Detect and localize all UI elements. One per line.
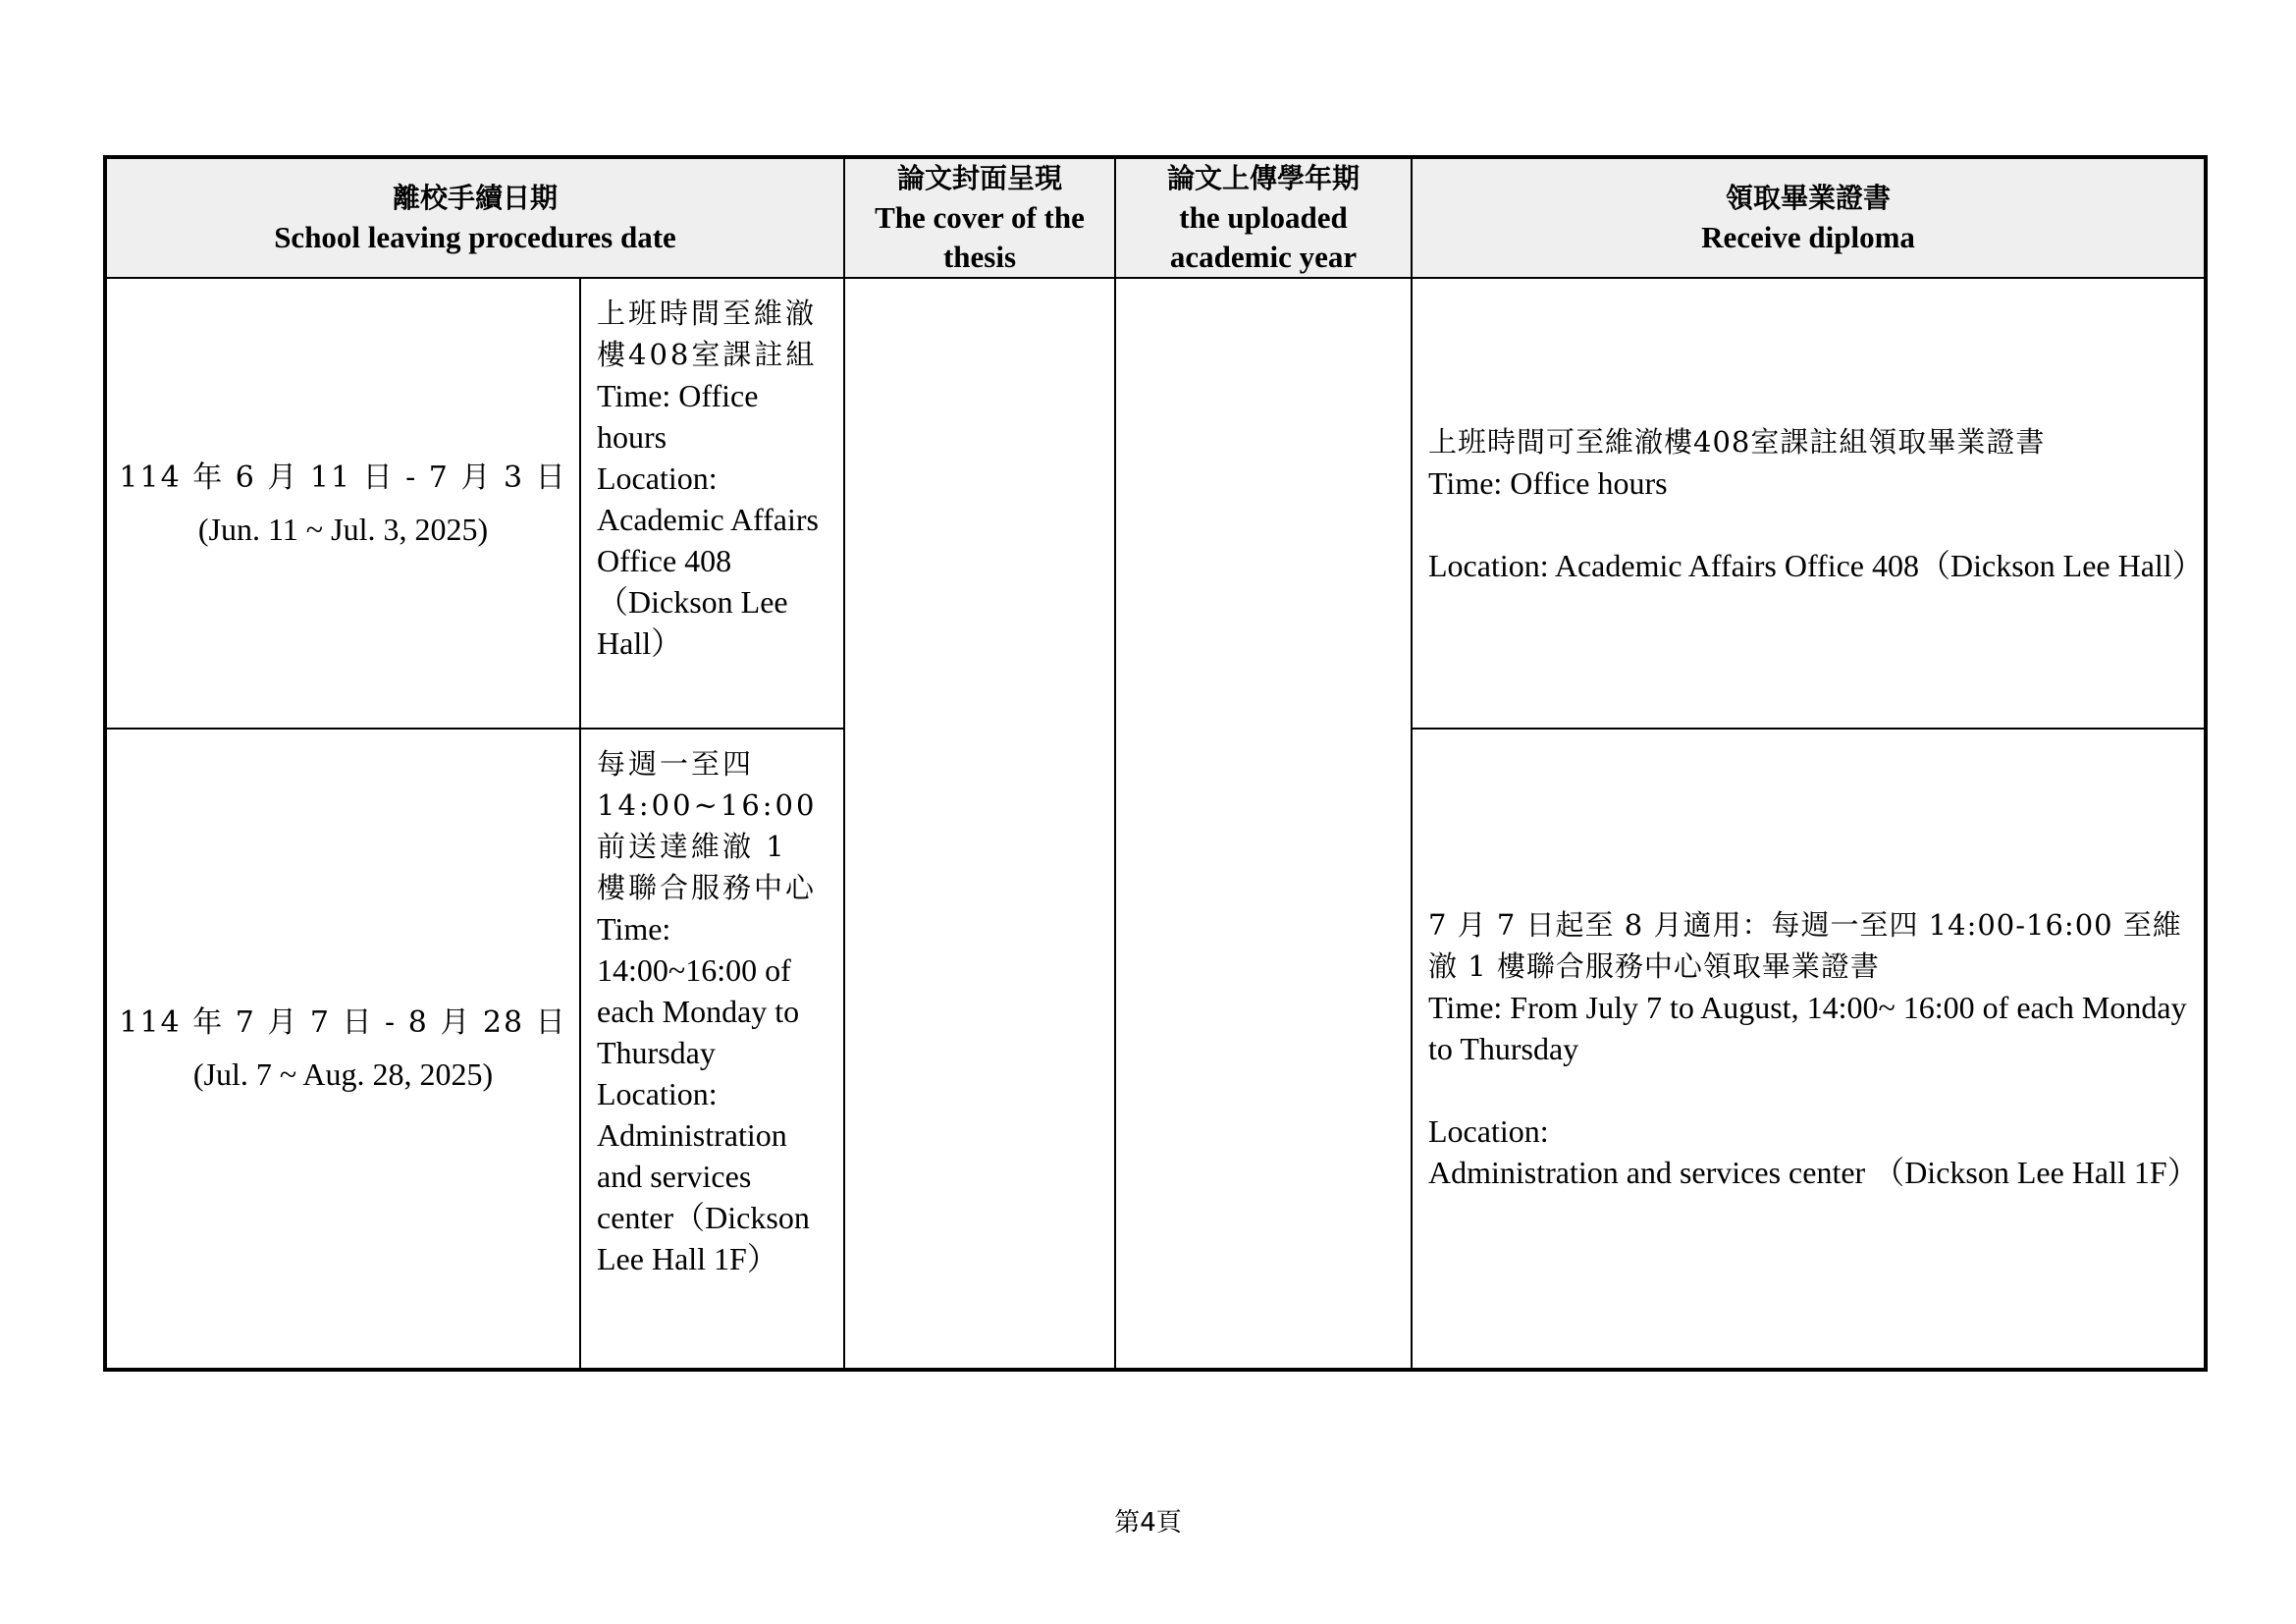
submission-location-zh: 每週一至四 14:00~16:00 前送達維澈 1 樓聯合服務中心	[597, 747, 818, 904]
upload-year-cell	[1115, 278, 1412, 1370]
submission-location-zh: 上班時間至維澈樓408室課註組	[597, 297, 818, 371]
date-range-cell	[105, 729, 580, 1370]
header-receive-diploma-en: Receive diploma	[1701, 220, 1915, 254]
diploma-info-cell	[1412, 729, 2206, 1370]
header-thesis-cover-zh: 論文封面呈現	[896, 162, 1062, 194]
diploma-location-label: Location:	[1428, 1113, 1549, 1149]
diploma-info-zh: 上班時間可至維澈樓408室課註組領取畢業證書	[1428, 424, 2046, 459]
header-leaving-date	[105, 157, 844, 278]
submission-place: Location: Academic Affairs Office 408（Dickson Lee Hall）	[597, 460, 819, 661]
header-upload-year	[1115, 157, 1412, 278]
header-upload-year-zh: 論文上傳學年期	[1166, 162, 1360, 194]
header-thesis-cover	[844, 157, 1115, 278]
submission-location-cell	[580, 278, 844, 729]
submission-time: Time: 14:00~16:00 of each Monday to Thursday	[597, 911, 800, 1070]
header-leaving-date-zh: 離校手續日期	[392, 182, 558, 214]
diploma-info-zh: 7 月 7 日起至 8 月適用：每週一至四 14:00-16:00 至維澈 1 樓聯合服務中心領取畢業證書	[1428, 908, 2182, 983]
header-receive-diploma-zh: 領取畢業證書	[1725, 182, 1891, 214]
thesis-cover-cell	[844, 278, 1115, 1370]
table-row	[105, 278, 2206, 729]
page-number: 第4頁	[1114, 1508, 1182, 1538]
header-upload-year-en: the uploaded academic year	[1169, 200, 1358, 274]
header-thesis-cover-en: The cover of the thesis	[875, 200, 1085, 274]
procedures-table	[103, 155, 2208, 1372]
header-row	[105, 157, 2206, 278]
date-range-zh: 114 年 7 月 7 日 - 8 月 28 日	[119, 1005, 567, 1040]
diploma-time: Time: From July 7 to August, 14:00~ 16:00 of each Monday to Thursday	[1428, 990, 2187, 1066]
diploma-location: Administration and services center （Dickson Lee Hall 1F）	[1428, 1155, 2199, 1190]
diploma-info-cell	[1412, 278, 2206, 729]
diploma-location: Location: Academic Affairs Office 408（Dickson Lee Hall）	[1428, 547, 2204, 583]
header-leaving-date-en: School leaving procedures date	[274, 220, 676, 254]
date-range-en: (Jun. 11 ~ Jul. 3, 2025)	[197, 511, 489, 547]
date-range-cell	[105, 278, 580, 729]
submission-place: Location: Administration and services center（Dickson Lee Hall 1F）	[597, 1076, 810, 1276]
submission-location-cell	[580, 729, 844, 1370]
date-range-en: (Jul. 7 ~ Aug. 28, 2025)	[192, 1056, 494, 1092]
diploma-time: Time: Office hours	[1428, 464, 1668, 501]
header-receive-diploma	[1412, 157, 2206, 278]
submission-time: Time: Office hours	[597, 378, 759, 455]
date-range-zh: 114 年 6 月 11 日 - 7 月 3 日	[119, 460, 567, 495]
